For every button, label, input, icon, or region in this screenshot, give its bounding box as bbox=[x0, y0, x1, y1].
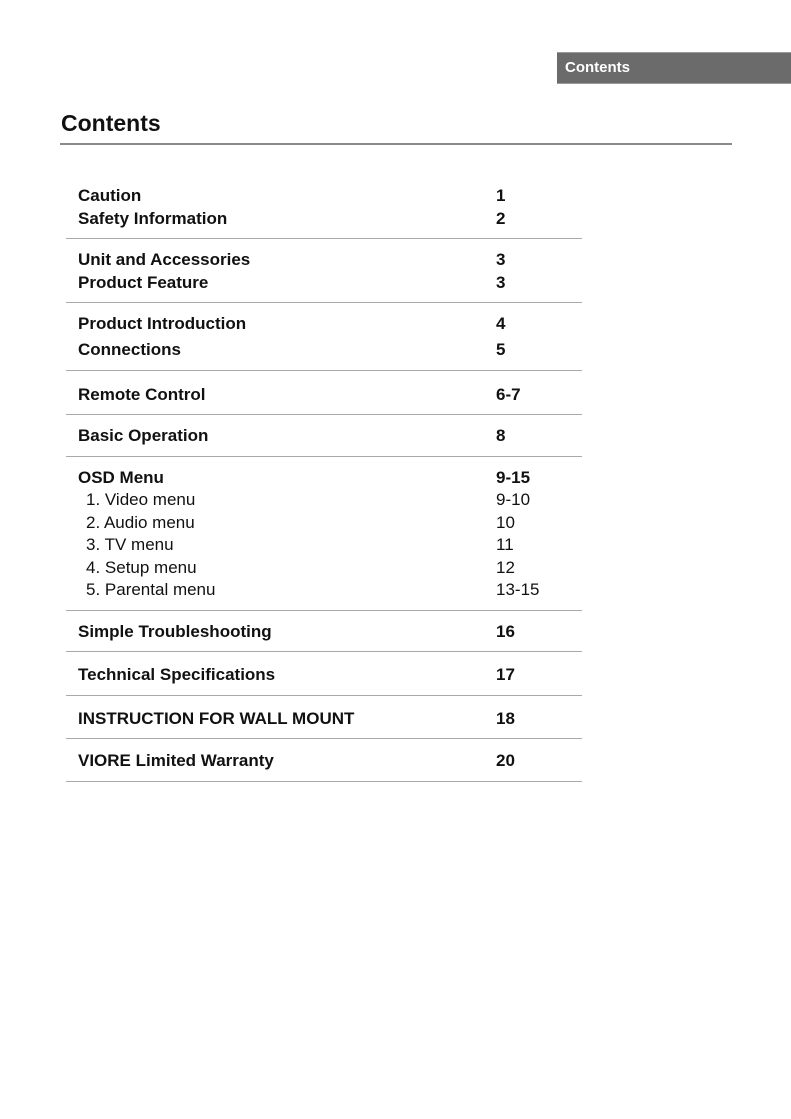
toc-entry-remote-control[interactable] bbox=[66, 385, 582, 408]
toc-entry-page: 5 bbox=[496, 340, 506, 359]
toc-group bbox=[66, 707, 582, 740]
toc-entry-limited-warranty[interactable] bbox=[66, 751, 582, 774]
toc-entry-audio-menu[interactable] bbox=[66, 513, 582, 536]
toc-entry-page: 3 bbox=[496, 272, 506, 292]
toc-entry-label: 4. Setup menu bbox=[86, 557, 197, 577]
toc-entry-page: 10 bbox=[496, 512, 515, 532]
toc-entry-label: OSD Menu bbox=[78, 467, 164, 487]
page-title: Contents bbox=[61, 110, 161, 136]
toc-group bbox=[66, 382, 582, 416]
toc-entry-label: 5. Parental menu bbox=[86, 580, 216, 599]
toc-entry-page: 16 bbox=[496, 621, 515, 641]
toc-entry-label: Remote Control bbox=[78, 384, 206, 404]
toc-entry-page: 8 bbox=[496, 426, 506, 445]
toc-entry-label: INSTRUCTION FOR WALL MOUNT bbox=[78, 708, 355, 728]
toc-entry-label: Technical Specifications bbox=[78, 665, 276, 684]
toc-entry-label: VIORE Limited Warranty bbox=[78, 751, 274, 770]
section-tab-label: Contents bbox=[565, 59, 630, 76]
toc-entry-tv-menu[interactable] bbox=[66, 535, 582, 558]
toc-group bbox=[66, 468, 582, 611]
toc-entry-product-introduction[interactable] bbox=[66, 314, 582, 340]
toc-group bbox=[66, 750, 582, 782]
toc-entry-label: Basic Operation bbox=[78, 426, 209, 445]
toc-entry-label: Safety Information bbox=[78, 208, 228, 228]
toc-entry-page: 1 bbox=[496, 186, 506, 205]
toc-entry-page: 17 bbox=[496, 665, 515, 684]
toc-entry-page: 18 bbox=[496, 708, 515, 728]
toc-entry-page: 9-15 bbox=[496, 467, 531, 487]
toc-group bbox=[66, 250, 582, 303]
toc-entry-unit-and-accessories[interactable] bbox=[66, 250, 582, 273]
title-divider bbox=[60, 143, 732, 145]
toc-group bbox=[66, 426, 582, 457]
toc-entry-page: 11 bbox=[496, 535, 514, 554]
toc-group bbox=[66, 314, 582, 371]
toc-entry-product-feature[interactable] bbox=[66, 273, 582, 296]
toc-entry-label: Product Feature bbox=[78, 272, 209, 292]
toc-entry-label: Product Introduction bbox=[78, 314, 247, 333]
toc-entry-setup-menu[interactable] bbox=[66, 558, 582, 581]
toc-entry-technical-specifications[interactable] bbox=[66, 665, 582, 688]
toc-entry-label: Caution bbox=[78, 186, 142, 205]
toc-group bbox=[66, 663, 582, 696]
toc-entry-label: 2. Audio menu bbox=[86, 512, 195, 532]
toc-entry-basic-operation[interactable] bbox=[66, 426, 582, 449]
toc-group bbox=[66, 622, 582, 653]
toc-entry-simple-troubleshooting[interactable] bbox=[66, 622, 582, 645]
toc-entry-label: Simple Troubleshooting bbox=[78, 621, 272, 641]
toc-entry-page: 9-10 bbox=[496, 490, 531, 509]
toc-entry-page: 3 bbox=[496, 250, 506, 269]
toc-entry-safety-information[interactable] bbox=[66, 209, 582, 232]
toc-entry-page: 2 bbox=[496, 208, 506, 228]
toc-entry-connections[interactable] bbox=[66, 340, 582, 363]
toc-entry-page: 13-15 bbox=[496, 580, 540, 599]
toc-entry-osd-menu[interactable] bbox=[66, 468, 582, 491]
table-of-contents bbox=[66, 186, 582, 793]
section-tab bbox=[557, 52, 791, 84]
toc-entry-page: 12 bbox=[496, 557, 515, 577]
toc-entry-page: 6-7 bbox=[496, 384, 521, 404]
toc-entry-label: 3. TV menu bbox=[86, 535, 174, 554]
toc-entry-parental-menu[interactable] bbox=[66, 580, 582, 603]
toc-entry-label: Connections bbox=[78, 340, 181, 359]
toc-entry-wall-mount[interactable] bbox=[66, 709, 582, 732]
toc-entry-page: 20 bbox=[496, 751, 515, 770]
toc-entry-caution[interactable] bbox=[66, 186, 582, 209]
toc-entry-page: 4 bbox=[496, 314, 506, 333]
toc-entry-label: Unit and Accessories bbox=[78, 250, 251, 269]
toc-group bbox=[66, 186, 582, 239]
toc-entry-video-menu[interactable] bbox=[66, 490, 582, 513]
toc-entry-label: 1. Video menu bbox=[86, 490, 196, 509]
